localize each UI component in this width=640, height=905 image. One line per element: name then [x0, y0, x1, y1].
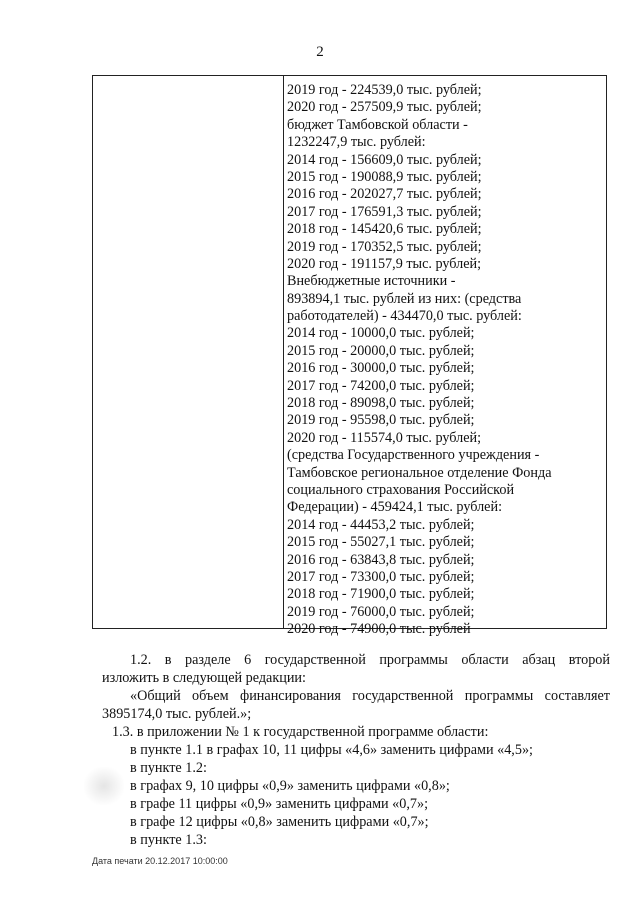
table-cell-line: 893894,1 тыс. рублей из них: (средства — [287, 290, 522, 307]
table-cell-line: 2020 год - 115574,0 тыс. рублей; — [287, 429, 482, 446]
table-cell-line: 1232247,9 тыс. рублей: — [287, 134, 426, 151]
table-cell-line: 2016 год - 63843,8 тыс. рублей; — [287, 551, 475, 568]
paragraph-graph-11: в графе 11 цифры «0,9» заменить цифрами «0,7»; — [130, 796, 429, 812]
table-right-cell — [287, 82, 605, 639]
table-cell-line: Федерации) - 459424,1 тыс. рублей: — [287, 499, 503, 516]
table-cell-line: 2019 год - 170352,5 тыс. рублей; — [287, 238, 482, 255]
table-cell-line: 2017 год - 176591,3 тыс. рублей; — [287, 203, 482, 220]
paragraph-item-1-1: в пункте 1.1 в графах 10, 11 цифры «4,6» заменить цифрами «4,5»; — [130, 742, 533, 758]
paragraph-1-2-line-2: изложить в следующей редакции: — [102, 670, 306, 686]
table-cell-line: 2016 год - 30000,0 тыс. рублей; — [287, 360, 475, 377]
body-text — [102, 651, 610, 849]
table-cell-line: Внебюджетные источники - — [287, 273, 456, 290]
paragraph-1-2-line-1: 1.2. в разделе 6 государственной программы области абзац второй — [130, 652, 610, 668]
paragraph-quote-line-1: «Общий объем финансирования государственной программы составляет — [130, 688, 610, 704]
table-column-divider — [283, 75, 284, 629]
table-cell-line: 2018 год - 71900,0 тыс. рублей; — [287, 586, 475, 603]
table-cell-line: 2018 год - 145420,6 тыс. рублей; — [287, 221, 482, 238]
print-date-footer: Дата печати 20.12.2017 10:00:00 — [92, 856, 228, 866]
table-cell-line: 2020 год - 191157,9 тыс. рублей; — [287, 255, 482, 272]
table-cell-line: 2019 год - 95598,0 тыс. рублей; — [287, 412, 475, 429]
paragraph-graph-12: в графе 12 цифры «0,8» заменить цифрами «0,7»; — [130, 814, 429, 830]
paragraph-item-1-3: в пункте 1.3: — [130, 832, 207, 848]
table-cell-line: 2017 год - 73300,0 тыс. рублей; — [287, 568, 475, 585]
paragraph-quote-line-2: 3895174,0 тыс. рублей.»; — [102, 706, 252, 722]
table-cell-line: 2015 год - 20000,0 тыс. рублей; — [287, 342, 475, 359]
table-cell-line: 2017 год - 74200,0 тыс. рублей; — [287, 377, 475, 394]
table-cell-line: 2018 год - 89098,0 тыс. рублей; — [287, 395, 475, 412]
table-cell-line: 2014 год - 10000,0 тыс. рублей; — [287, 325, 475, 342]
paragraph-1-3: 1.3. в приложении № 1 к государственной программе области: — [112, 724, 489, 740]
table-cell-line: 2020 год - 74900,0 тыс. рублей — [287, 621, 471, 638]
paragraph-item-1-2: в пункте 1.2: — [130, 760, 207, 776]
table-cell-line: 2019 год - 76000,0 тыс. рублей; — [287, 603, 475, 620]
table-cell-line: 2015 год - 190088,9 тыс. рублей; — [287, 168, 482, 185]
table-cell-line: 2019 год - 224539,0 тыс. рублей; — [287, 82, 482, 98]
table-cell-line: социального страхования Российской — [287, 481, 515, 498]
table-cell-line: 2020 год - 257509,9 тыс. рублей; — [287, 99, 482, 116]
table-cell-line: Тамбовское региональное отделение Фонда — [287, 464, 552, 481]
table-cell-line: 2015 год - 55027,1 тыс. рублей; — [287, 534, 475, 551]
table-cell-line: работодателей) - 434470,0 тыс. рублей: — [287, 308, 522, 325]
paragraph-graphs-9-10: в графах 9, 10 цифры «0,9» заменить цифрами «0,8»; — [130, 778, 450, 794]
table-cell-line: бюджет Тамбовской области - — [287, 116, 468, 133]
table-cell-line: 2014 год - 44453,2 тыс. рублей; — [287, 516, 475, 533]
table-cell-line: 2016 год - 202027,7 тыс. рублей; — [287, 186, 482, 203]
page-number: 2 — [316, 44, 324, 60]
table-cell-line: 2014 год - 156609,0 тыс. рублей; — [287, 151, 482, 168]
table-cell-line: (средства Государственного учреждения - — [287, 447, 540, 464]
